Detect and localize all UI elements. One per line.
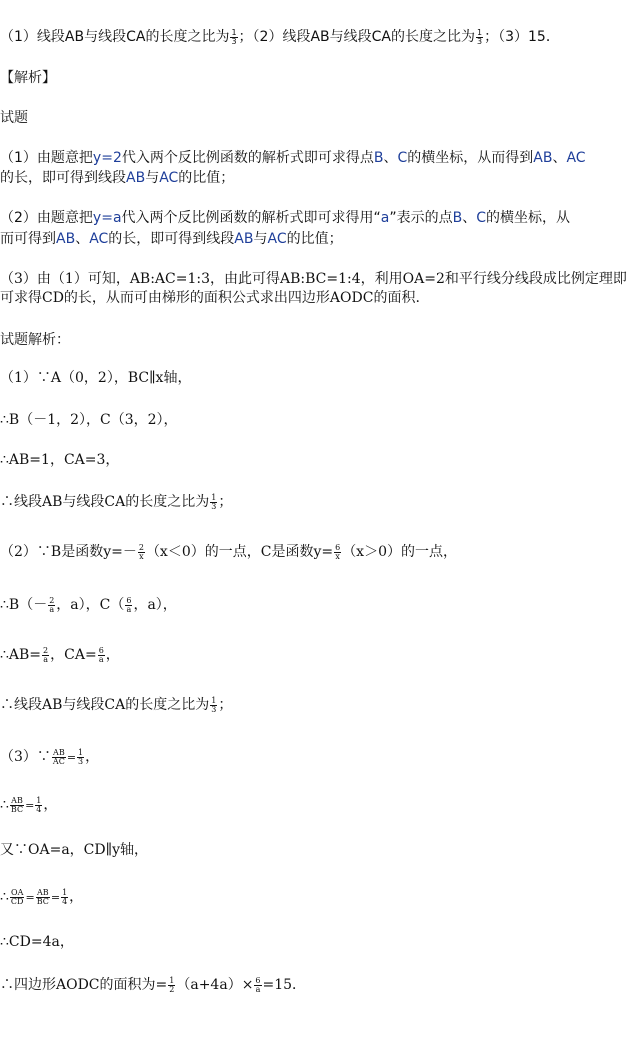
problem-label: 试题 — [0, 110, 28, 126]
answer-part-3: ；（3）15． — [484, 29, 560, 45]
math-text: AC — [89, 231, 109, 247]
math-text: B — [452, 210, 463, 226]
text: ，a），C（ — [56, 597, 125, 613]
fraction — [61, 889, 68, 906]
fraction — [98, 647, 105, 664]
hint-1-line-2 — [0, 168, 630, 188]
text: 、 — [383, 150, 398, 166]
math-text: AC — [159, 170, 179, 186]
fraction-denominator: BC — [36, 896, 49, 906]
solution-line — [0, 542, 630, 562]
text: ∴ — [0, 797, 9, 813]
text: 与 — [145, 170, 160, 186]
answer-part-1: （1）线段AB与线段CA的长度之比为 — [0, 29, 230, 45]
text: ∴AB= — [0, 647, 42, 663]
fraction — [42, 647, 49, 664]
fraction-denominator: 4 — [62, 896, 68, 906]
answer-part-2: ；（2）线段AB与线段CA的长度之比为 — [238, 29, 475, 45]
text: （x＜0）的一点，C是函数y= — [145, 544, 334, 560]
fraction-numerator: AB — [36, 887, 49, 897]
hint-2-line-1 — [0, 208, 630, 228]
fraction-numerator: 6 — [335, 542, 341, 552]
fraction-numerator: 1 — [62, 887, 68, 897]
fraction — [10, 797, 24, 814]
fraction-denominator: 2 — [169, 984, 175, 994]
solution-line: ∴B（－1，2），C（3，2）， — [0, 412, 178, 428]
math-text: a — [380, 210, 390, 226]
solution-heading: 试题解析： — [0, 332, 70, 348]
text: 与 — [253, 231, 268, 247]
text: （x＞0）的一点， — [342, 544, 457, 560]
text: =15． — [262, 977, 307, 993]
solution-line — [0, 645, 630, 665]
fraction-denominator: x — [335, 551, 340, 561]
fraction-numerator: 1 — [211, 695, 217, 705]
fraction-numerator: 6 — [126, 595, 132, 605]
equals: = — [25, 799, 35, 812]
fraction-denominator: BC — [10, 804, 24, 814]
text: （3）∵ — [0, 749, 51, 765]
math-text: AB — [56, 231, 76, 247]
equals: = — [66, 751, 77, 764]
text: （1）由题意把 — [0, 150, 93, 166]
text: 的横坐标，从而得到 — [407, 150, 534, 166]
text: 的长，即可得到线段 — [108, 231, 235, 247]
fraction — [48, 597, 55, 614]
fraction-denominator: CD — [10, 896, 24, 906]
solution-line: ∴CD=4a， — [0, 934, 74, 950]
text: ，a）， — [133, 597, 177, 613]
hint-3-line-1: （3）由（1）可知，AB:AC=1:3，由此可得AB:BC=1:4，利用OA=2和平行线分线段成比例定理即 — [0, 271, 627, 287]
text: ， — [43, 797, 58, 813]
text: 代入两个反比例函数的解析式即可求得点 — [121, 150, 374, 166]
hint-3-line-2: 可求得CD的长，从而可由梯形的面积公式求出四边形AODC的面积. — [0, 290, 420, 306]
math-text: y=a — [92, 210, 122, 226]
text: ∴ — [0, 889, 9, 905]
fraction — [138, 544, 145, 561]
text: ， — [85, 749, 100, 765]
fraction-numerator: 1 — [477, 27, 483, 37]
fraction-denominator: 3 — [211, 501, 217, 511]
fraction-numerator: 2 — [49, 595, 55, 605]
text: ，CA= — [50, 647, 97, 663]
text: 、 — [75, 231, 90, 247]
fraction — [35, 797, 42, 814]
math-text: AC — [267, 231, 287, 247]
hint-1-line-1 — [0, 148, 630, 168]
fraction-denominator: 3 — [211, 704, 217, 714]
math-text: AB — [234, 231, 254, 247]
solution-line — [0, 595, 630, 615]
solution-line: （1）∵A（0，2），BC∥x轴， — [0, 370, 192, 386]
math-text: B — [373, 150, 384, 166]
solution-line: 又∵OA=a，CD∥y轴， — [0, 842, 148, 858]
fraction-denominator: a — [98, 654, 104, 664]
text: ， — [69, 889, 84, 905]
fraction — [168, 977, 175, 994]
solution-line — [0, 747, 630, 768]
math-text: AC — [566, 150, 586, 166]
fraction-denominator: a — [49, 604, 55, 614]
fraction-denominator: a — [43, 654, 48, 664]
fraction-numerator: 2 — [43, 645, 49, 655]
fraction-numerator: OA — [11, 887, 24, 897]
fraction-numerator: 1 — [169, 975, 175, 985]
text: 的比值； — [178, 170, 235, 186]
math-text: AB — [126, 170, 146, 186]
answer-line — [0, 27, 630, 47]
math-text: y=2 — [92, 150, 122, 166]
text: 、 — [552, 150, 567, 166]
fraction-numerator: 2 — [138, 542, 144, 552]
text: ； — [218, 697, 233, 713]
math-text: C — [476, 210, 487, 226]
fraction-numerator: 1 — [211, 492, 217, 502]
text: ∴B（－ — [0, 597, 48, 613]
fraction — [334, 544, 341, 561]
hint-2-line-2 — [0, 229, 630, 249]
fraction — [476, 29, 483, 46]
fraction — [210, 494, 217, 511]
text: 的长，即可得到线段 — [0, 170, 126, 186]
text: 、 — [462, 210, 477, 226]
analysis-heading: 【解析】 — [0, 70, 56, 86]
fraction — [125, 597, 132, 614]
solution-line — [0, 492, 630, 512]
fraction-denominator: a — [126, 604, 132, 614]
solution-line: ∴AB=1，CA=3， — [0, 452, 120, 468]
text: ， — [105, 647, 120, 663]
fraction-numerator: 6 — [255, 975, 261, 985]
text: ∴线段AB与线段CA的长度之比为 — [0, 697, 210, 713]
text: 代入两个反比例函数的解析式即可求得用“ — [121, 210, 381, 226]
text: （2）由题意把 — [0, 210, 93, 226]
text: ∴四边形AODC的面积为= — [0, 977, 168, 993]
text: 的比值； — [286, 231, 343, 247]
solution-line — [0, 695, 630, 715]
equals: = — [50, 891, 61, 904]
fraction-denominator: a — [255, 984, 261, 994]
text: 而可得到 — [0, 231, 56, 247]
fraction-numerator: AB — [53, 747, 65, 757]
math-text: C — [397, 150, 408, 166]
fraction-numerator: 1 — [78, 747, 84, 757]
text: ”表示的点 — [389, 210, 453, 226]
fraction-denominator: AC — [52, 756, 65, 766]
equals: = — [25, 891, 35, 904]
fraction — [254, 977, 261, 994]
fraction — [77, 749, 84, 766]
solution-line — [0, 795, 630, 816]
fraction — [210, 697, 217, 714]
fraction-denominator: 3 — [78, 756, 84, 766]
text: ∴线段AB与线段CA的长度之比为 — [0, 494, 210, 510]
fraction-denominator: 4 — [36, 804, 42, 814]
solution-line — [0, 975, 630, 995]
fraction-denominator: x — [139, 551, 144, 561]
fraction-numerator: 1 — [231, 27, 237, 37]
fraction-numerator: 6 — [98, 645, 104, 655]
fraction-numerator: AB — [11, 795, 23, 805]
fraction-numerator: 1 — [36, 795, 42, 805]
fraction — [230, 29, 237, 46]
text: （a+4a）× — [176, 977, 254, 993]
solution-line — [0, 887, 630, 908]
text: ； — [218, 494, 233, 510]
fraction-denominator: 3 — [477, 36, 483, 46]
fraction-denominator: 3 — [231, 36, 237, 46]
math-text: AB — [533, 150, 553, 166]
fraction — [52, 749, 66, 766]
text: 的横坐标，从 — [486, 210, 571, 226]
fraction — [36, 889, 50, 906]
text: （2）∵B是函数y=－ — [0, 544, 137, 560]
fraction — [10, 889, 25, 906]
